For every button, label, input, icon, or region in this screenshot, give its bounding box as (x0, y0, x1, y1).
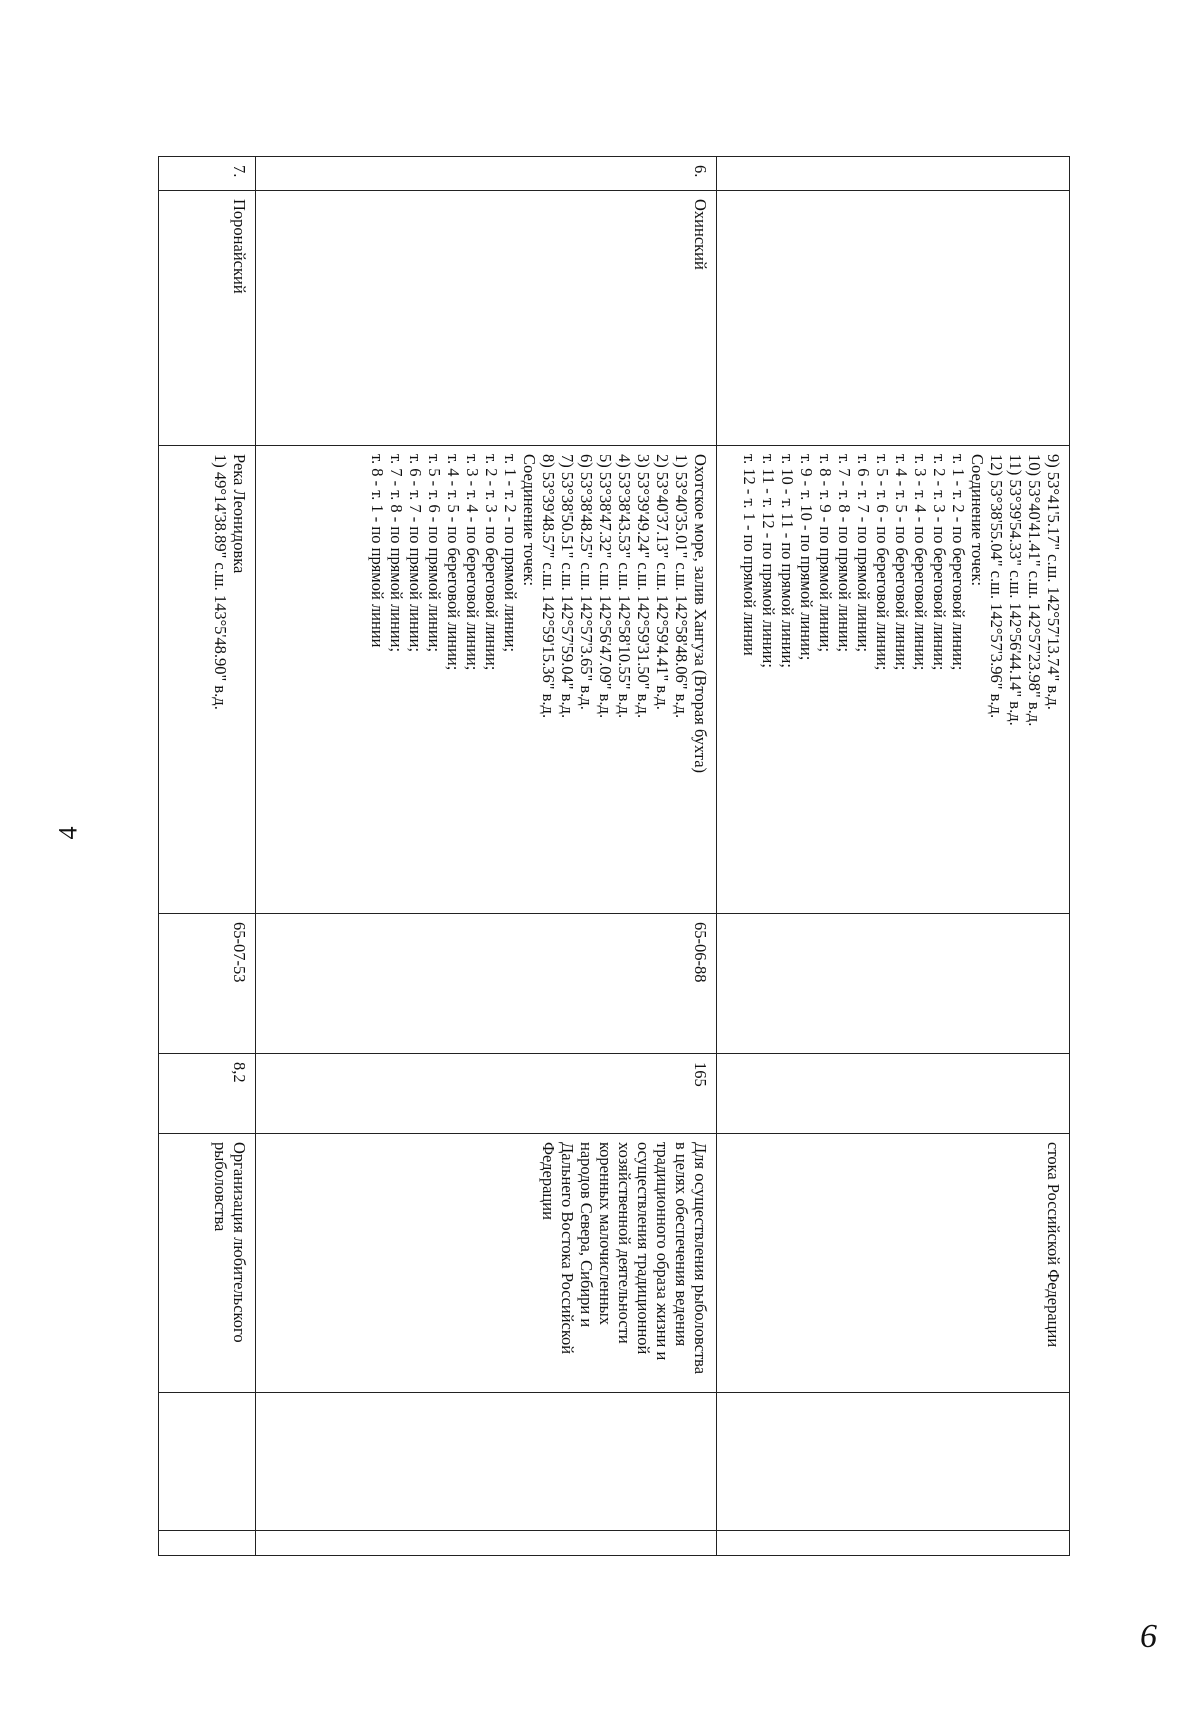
row-number (717, 157, 1070, 191)
coordinate-line: 1) 53°40'35.01" с.ш. 142°58'48.06" в.д. (672, 454, 692, 719)
coordinate-line: т. 7 - т. 8 - по прямой линии; (835, 454, 854, 653)
coordinate-line: т. 2 - т. 3 - по береговой линии; (482, 454, 502, 671)
coordinates-cell (159, 446, 256, 914)
area-value: 8,2 (159, 1054, 256, 1134)
purpose-text: стока Российской Федерации (717, 1134, 1070, 1393)
coordinate-line: Соединение точек: (520, 454, 540, 587)
coordinate-line: т. 2 - т. 3 - по береговой линии; (930, 454, 949, 671)
corner-page-number: 6 (1140, 1618, 1157, 1655)
coordinate-line: т. 12 - т. 1 - по прямой линии (740, 454, 759, 656)
coordinate-line: 2) 53°40'37.13" с.ш. 142°59'4.41" в.д. (653, 454, 673, 710)
site-code: 65-07-53 (159, 914, 256, 1054)
coordinate-line: т. 6 - т. 7 - по прямой линии; (406, 454, 426, 653)
coordinate-line: 3) 53°39'49.24" с.ш. 142°59'31.50" в.д. (634, 454, 654, 719)
table-row (255, 157, 717, 1556)
coordinate-line: 10) 53°40'41.41" с.ш. 142°57'23.98" в.д. (1025, 454, 1044, 727)
coordinate-line: т. 6 - т. 7 - по прямой линии; (854, 454, 873, 653)
table-row (717, 157, 1070, 1556)
coordinate-line: т. 4 - т. 5 - по береговой линии; (444, 454, 464, 671)
coordinate-line: Река Леонидовка (229, 454, 249, 574)
coordinate-line: т. 4 - т. 5 - по береговой линии; (892, 454, 911, 671)
coordinate-line: 11) 53°39'54.33" с.ш. 142°56'44.14" в.д. (1006, 454, 1025, 726)
empty-column-7 (717, 1393, 1070, 1531)
row-number: 7. (159, 157, 256, 191)
district-name: Охинский (255, 191, 717, 446)
district-name (717, 191, 1070, 446)
purpose-text: Организация любительского рыболовства (159, 1134, 256, 1393)
coordinate-line: Соединение точек: (968, 454, 987, 587)
area-value: 165 (255, 1054, 717, 1134)
coordinate-line: т. 1 - т. 2 - по береговой линии; (949, 454, 968, 671)
coordinate-line: Охотское море, залив Хангуза (Вторая бухта) (691, 454, 711, 774)
purpose-text: Для осуществления рыболовства в целях обеспечения ведения традиционного образа жизни и осуществления традиционной хозяйственной деятельности коренных малочисленных народов Севера, Сибири и Дальнего Востока Российской Федерации (255, 1134, 717, 1393)
coordinates-cell (717, 446, 1070, 914)
coordinate-line: 4) 53°38'43.53" с.ш. 142°58'10.55" в.д. (615, 454, 635, 719)
coordinate-line: т. 9 - т. 10 - по прямой линии; (797, 454, 816, 661)
fishing-sites-table (158, 156, 1070, 1556)
row-number: 6. (255, 157, 717, 191)
coordinate-line: т. 5 - т. 6 - по прямой линии; (425, 454, 445, 653)
coordinate-line: 5) 53°38'47.32" с.ш. 142°56'47.09" в.д. (596, 454, 616, 719)
rotated-table-container (158, 156, 1070, 1556)
coordinate-line: т. 7 - т. 8 - по прямой линии; (387, 454, 407, 653)
coordinate-line: т. 8 - т. 1 - по прямой линии (368, 454, 388, 648)
coordinate-line: 8) 53°39'48.57" с.ш. 142°59'15.36" в.д. (539, 454, 559, 719)
empty-column-8 (717, 1531, 1070, 1556)
coordinates-cell (255, 446, 717, 914)
coordinate-line: 12) 53°38'55.04" с.ш. 142°57'3.96" в.д. (987, 454, 1006, 719)
coordinate-line: т. 5 - т. 6 - по береговой линии; (873, 454, 892, 671)
coordinate-line: т. 3 - т. 4 - по береговой линии; (463, 454, 483, 671)
coordinate-line: т. 11 - т. 12 - по прямой линии; (759, 454, 778, 668)
district-name: Поронайский (159, 191, 256, 446)
coordinate-line: 6) 53°38'48.25" с.ш. 142°57'3.65" в.д. (577, 454, 597, 710)
empty-column-7 (159, 1393, 256, 1531)
table-row (159, 157, 256, 1556)
empty-column-8 (159, 1531, 256, 1556)
site-code (717, 914, 1070, 1054)
empty-column-8 (255, 1531, 717, 1556)
coordinate-line: т. 3 - т. 4 - по береговой линии; (911, 454, 930, 671)
coordinate-line: т. 1 - т. 2 - по прямой линии; (501, 454, 521, 653)
empty-column-7 (255, 1393, 717, 1531)
coordinate-line: 1) 49°14'38.89" с.ш. 143°5'48.90" в.д. (210, 454, 230, 710)
coordinate-line: т. 10 - т. 11 - по прямой линии; (778, 454, 797, 668)
coordinate-line: 9) 53°41'5.17" с.ш. 142°57'13.74" в.д. (1044, 454, 1063, 710)
area-value (717, 1054, 1070, 1134)
page-number: 4 (53, 826, 83, 840)
site-code: 65-06-88 (255, 914, 717, 1054)
coordinate-line: 7) 53°38'50.51" с.ш. 142°57'59.04" в.д. (558, 454, 578, 719)
coordinate-line: т. 8 - т. 9 - по прямой линии; (816, 454, 835, 653)
